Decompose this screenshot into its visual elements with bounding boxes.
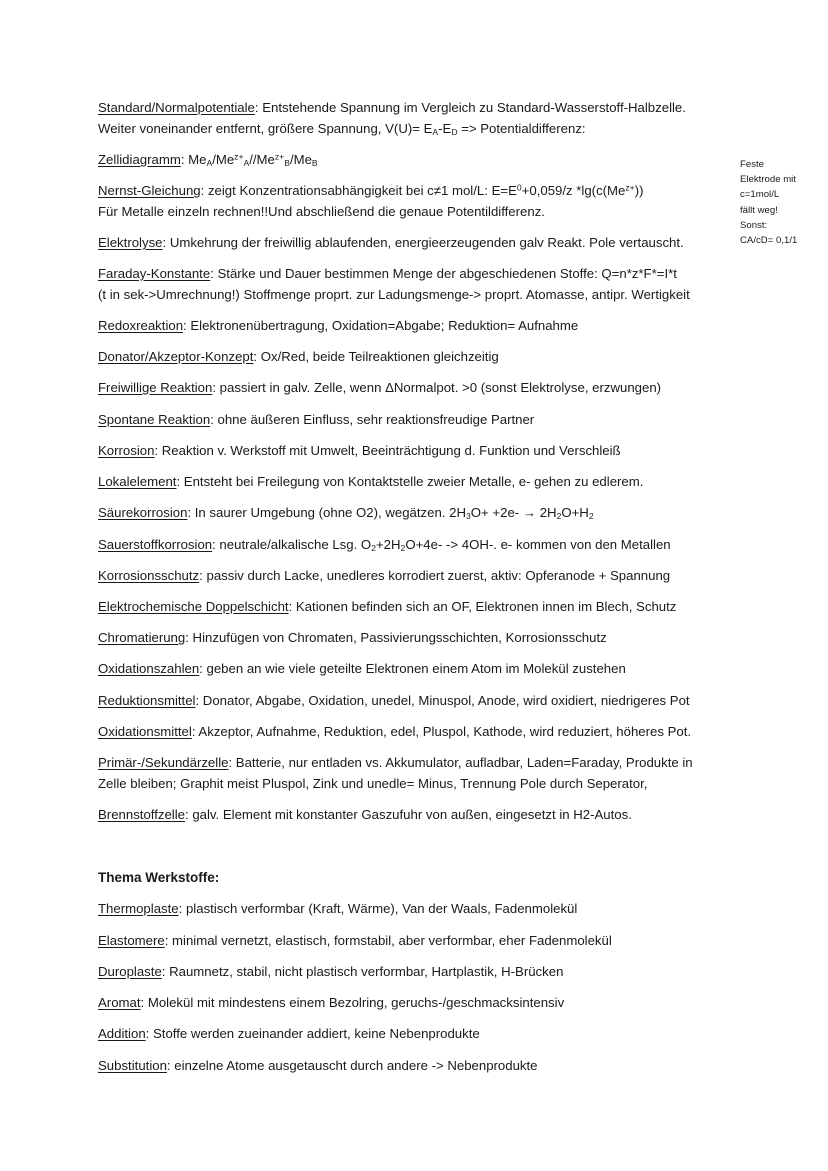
entry-text: : Donator, Abgabe, Oxidation, unedel, Minuspol, Anode, wird oxidiert, niedrigeres Pot xyxy=(195,693,690,708)
entry-spontane-reaktion xyxy=(98,409,738,430)
entry-term: Säurekorrosion xyxy=(98,505,188,520)
section-heading: Thema Werkstoffe: xyxy=(98,870,220,885)
entry-nernst-gleichung xyxy=(98,180,738,222)
entry-oxidationsmittel xyxy=(98,721,738,742)
entry-text-line2: Für Metalle einzeln rechnen!!Und abschließend die genaue Potentildifferenz. xyxy=(98,204,545,219)
entry-faraday-konstante xyxy=(98,263,738,305)
entry-zellidiagramm xyxy=(98,149,738,170)
entry-text: : plastisch verformbar (Kraft, Wärme), Van der Waals, Fadenmolekül xyxy=(178,901,578,916)
entry-doppelschicht xyxy=(98,596,738,617)
entry-term: Freiwillige Reaktion xyxy=(98,380,213,395)
entry-term: Thermoplaste xyxy=(98,901,179,916)
entry-term: Standard/Normalpotentiale xyxy=(98,100,255,115)
entry-standard-normalpotentiale xyxy=(98,97,738,139)
entry-text: : passiert in galv. Zelle, wenn ΔNormalpot. >0 (sonst Elektrolyse, erzwungen) xyxy=(212,380,662,395)
entry-term: Korrosionsschutz xyxy=(98,568,200,583)
entry-term: Addition xyxy=(98,1026,146,1041)
entry-aromat xyxy=(98,992,738,1013)
entry-text: : Reaktion v. Werkstoff mit Umwelt, Beeinträchtigung d. Funktion und Verschleiß xyxy=(154,443,621,458)
superscript: z+ xyxy=(234,151,244,162)
subscript: D xyxy=(451,127,458,138)
entry-term: Primär-/Sekundärzelle xyxy=(98,755,229,770)
subscript: B xyxy=(284,158,290,169)
entry-text: O+4e- -> 4OH-. e- kommen von den Metallen xyxy=(405,537,671,552)
margin-note-line: c=1mol/L xyxy=(740,189,780,201)
entry-text: : Stoffe werden zueinander addiert, keine Nebenprodukte xyxy=(145,1026,480,1041)
superscript: z+ xyxy=(625,182,635,193)
margin-note-line: Sonst: xyxy=(740,219,768,231)
entry-reduktionsmittel xyxy=(98,690,738,711)
entry-text: : minimal vernetzt, elastisch, formstabil, aber verformbar, eher Fadenmolekül xyxy=(164,933,612,948)
entry-brennstoffzelle xyxy=(98,804,738,825)
entry-text: : neutrale/alkalische Lsg. O xyxy=(212,537,372,552)
entry-korrosionsschutz xyxy=(98,565,738,586)
entry-text: -E xyxy=(438,121,452,136)
entry-korrosion xyxy=(98,440,738,461)
entry-term: Elektrolyse xyxy=(98,235,163,250)
margin-note-line: Feste xyxy=(740,159,764,170)
entry-text: : passiv durch Lacke, unedleres korrodiert zuerst, aktiv: Opferanode + Spannung xyxy=(199,568,671,583)
entry-text: => Potentialdifferenz: xyxy=(457,121,586,136)
subscript: 2 xyxy=(556,511,562,522)
arrow-right-icon: → xyxy=(522,505,537,520)
entry-text: : Raumnetz, stabil, nicht plastisch verformbar, Hartplastik, H-Brücken xyxy=(161,964,564,979)
entry-term: Substitution xyxy=(98,1058,167,1073)
entry-text: //Me xyxy=(249,152,275,167)
entry-lokalelement xyxy=(98,471,738,492)
entry-text: /Me xyxy=(212,152,235,167)
subscript: B xyxy=(311,158,318,169)
entry-text: : Stärke und Dauer bestimmen Menge der abgeschiedenen Stoffe: Q=n*z*F*=I*t xyxy=(210,266,677,281)
entry-text: : geben an wie viele geteilte Elektronen einem Atom im Molekül zustehen xyxy=(199,661,626,676)
entry-term: Korrosion xyxy=(98,443,155,458)
margin-note-line: CA/cD= 0,1/1 xyxy=(740,235,798,247)
entry-text: : Entsteht bei Freilegung von Kontaktstelle zweier Metalle, e- gehen zu edlerem. xyxy=(176,474,644,489)
entry-term: Brennstoffzelle xyxy=(98,807,185,822)
entry-text: : Molekül mit mindestens einem Bezolring, geruchs-/geschmacksintensiv xyxy=(140,995,565,1010)
entry-text: : Entstehende Spannung im Vergleich zu Standard-Wasserstoff-Halbzelle. xyxy=(254,100,686,115)
entry-text: +2H xyxy=(375,537,401,552)
entry-elektrolyse xyxy=(98,232,738,253)
entry-text-line2: Zelle bleiben; Graphit meist Pluspol, Zink und unedle= Minus, Trennung Pole durch Seperator, xyxy=(98,776,648,791)
entry-text: Weiter voneinander entfernt, größere Spannung, V(U)= E xyxy=(98,121,433,136)
entry-term: Elektrochemische Doppelschicht xyxy=(98,599,289,614)
entry-text: : Elektronenübertragung, Oxidation=Abgabe; Reduktion= Aufnahme xyxy=(183,318,579,333)
subscript: 2 xyxy=(400,543,406,554)
entry-oxidationszahlen xyxy=(98,658,738,679)
entry-term: Aromat xyxy=(98,995,141,1010)
entry-term: Zellidiagramm xyxy=(98,152,181,167)
entry-term: Sauerstoffkorrosion xyxy=(98,537,213,552)
margin-note-line: Elektrode mit xyxy=(740,174,796,186)
entry-thermoplaste xyxy=(98,898,738,919)
entry-term: Chromatierung xyxy=(98,630,186,645)
entry-text: : Ox/Red, beide Teilreaktionen gleichzeitig xyxy=(253,349,499,364)
entry-text: : Batterie, nur entladen vs. Akkumulator, aufladbar, Laden=Faraday, Produkte in xyxy=(228,755,693,770)
subscript: A xyxy=(206,158,213,169)
subscript: 2 xyxy=(371,543,376,554)
subscript: A xyxy=(243,158,250,169)
margin-note-line: fällt weg! xyxy=(740,204,778,216)
entry-redoxreaktion xyxy=(98,315,738,336)
entry-text: : Me xyxy=(180,152,207,167)
superscript: 0 xyxy=(516,182,522,193)
subscript: A xyxy=(432,127,439,138)
entry-text: : galv. Element mit konstanter Gaszufuhr von außen, eingesetzt in H2-Autos. xyxy=(185,807,632,822)
entry-text: : Umkehrung der freiwillig ablaufenden, energieerzeugenden galv Reakt. Pole vertauscht. xyxy=(162,235,684,250)
entry-term: Oxidationsmittel xyxy=(98,724,192,739)
entry-text: O+ +2e- xyxy=(470,505,523,520)
margin-note xyxy=(740,157,822,248)
subscript: 3 xyxy=(466,511,471,522)
entry-text: /Me xyxy=(289,152,312,167)
entry-term: Oxidationszahlen xyxy=(98,661,200,676)
entry-addition xyxy=(98,1023,738,1044)
entry-term: Duroplaste xyxy=(98,964,162,979)
entry-saeurekorrosion xyxy=(98,502,738,523)
entry-text: : Akzeptor, Aufnahme, Reduktion, edel, Pluspol, Kathode, wird reduziert, höheres Pot. xyxy=(191,724,692,739)
entry-donator-akzeptor xyxy=(98,346,738,367)
entry-term: Faraday-Konstante xyxy=(98,266,211,281)
entry-text: 2H xyxy=(536,505,557,520)
entry-elastomere xyxy=(98,930,738,951)
entry-term: Spontane Reaktion xyxy=(98,412,211,427)
entry-primaer-sekundaerzelle xyxy=(98,752,738,794)
entry-text: : Kationen befinden sich an OF, Elektronen innen im Blech, Schutz xyxy=(288,599,677,614)
entry-text: +0,059/z *lg(c(Me xyxy=(521,183,626,198)
entry-term: Elastomere xyxy=(98,933,165,948)
entry-text: : ohne äußeren Einfluss, sehr reaktionsfreudige Partner xyxy=(210,412,535,427)
entry-text: O+H xyxy=(561,505,589,520)
entry-chromatierung xyxy=(98,627,738,648)
entry-sauerstoffkorrosion xyxy=(98,534,738,555)
entry-text: )) xyxy=(634,183,644,198)
entry-duroplaste xyxy=(98,961,738,982)
entry-text: : einzelne Atome ausgetauscht durch andere -> Nebenprodukte xyxy=(166,1058,538,1073)
superscript: z+ xyxy=(274,151,285,162)
entry-term: Nernst-Gleichung xyxy=(98,183,201,198)
entry-text-line2: (t in sek->Umrechnung!) Stoffmenge proprt. zur Ladungsmenge-> proprt. Atomasse, antipr. Wertigkeit xyxy=(98,287,690,302)
entry-term: Reduktionsmittel xyxy=(98,693,196,708)
entry-text: : Hinzufügen von Chromaten, Passivierungsschichten, Korrosionsschutz xyxy=(185,630,607,645)
subscript: 2 xyxy=(588,511,594,522)
entry-term: Redoxreaktion xyxy=(98,318,184,333)
entry-term: Lokalelement xyxy=(98,474,177,489)
entry-text: : In saurer Umgebung (ohne O2), wegätzen. 2H xyxy=(187,505,466,520)
entry-term: Donator/Akzeptor-Konzept xyxy=(98,349,254,364)
entry-substitution xyxy=(98,1055,738,1076)
entry-freiwillige-reaktion xyxy=(98,377,738,398)
entry-text: : zeigt Konzentrationsabhängigkeit bei c≠1 mol/L: E=E xyxy=(200,183,517,198)
